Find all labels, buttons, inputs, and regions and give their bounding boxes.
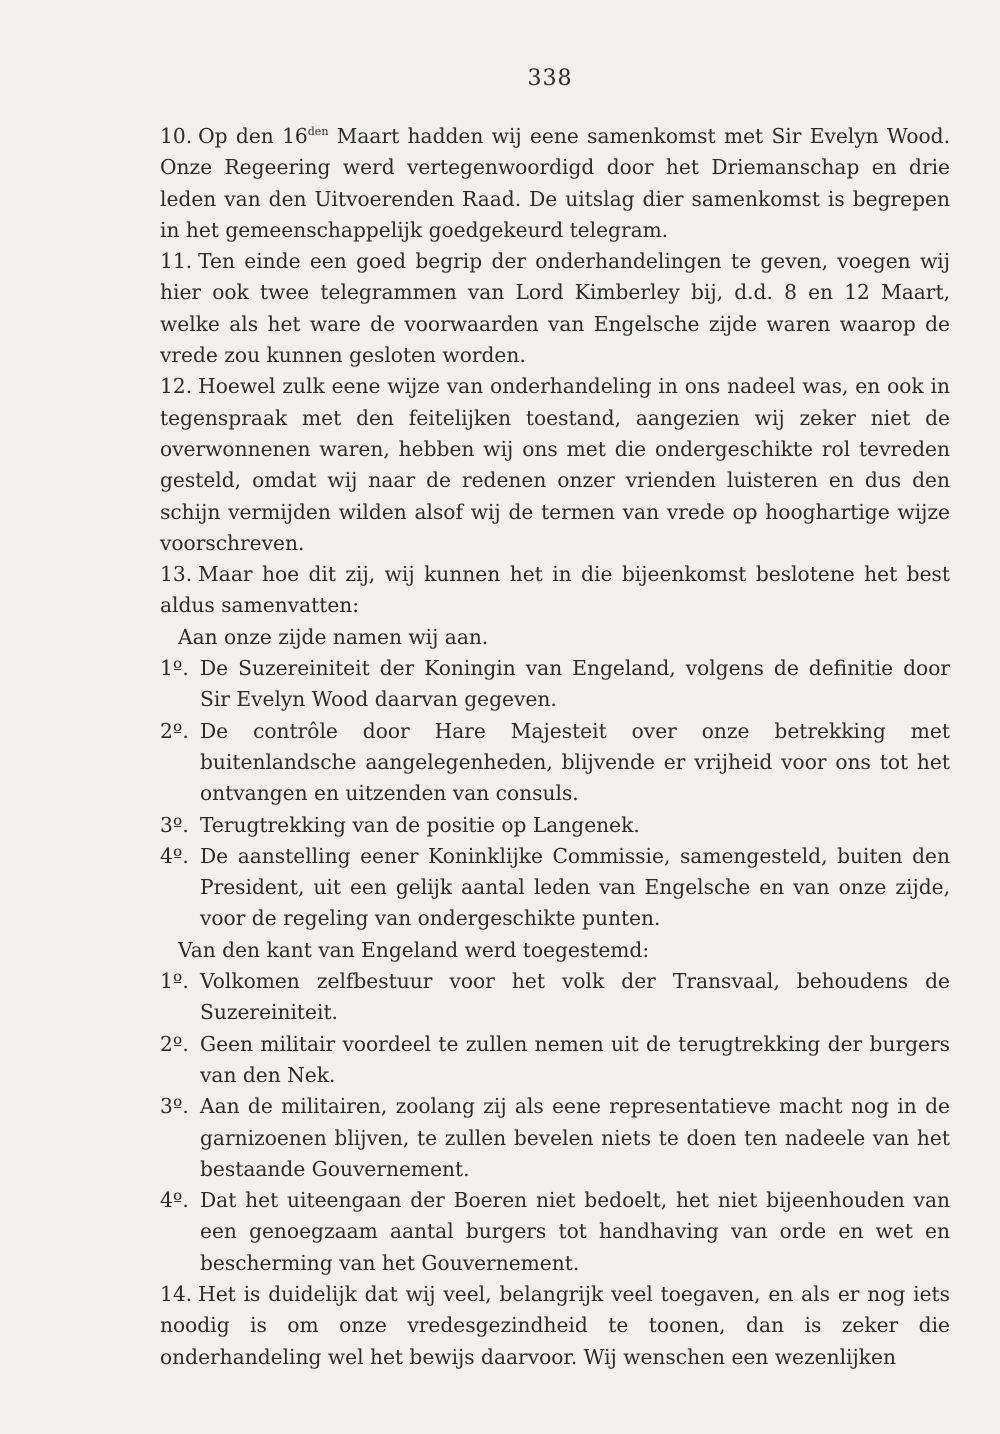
paragraph-text: Maar hoe dit zij, wij kunnen het in die bijeenkomst beslotene het best aldus samenvatten: [160,562,950,618]
item-ordinal: 3º. [160,812,189,837]
body-text [160,116,950,1373]
paragraph-11 [160,246,950,371]
item-text: De aanstelling eener Koninklijke Commissie, samengesteld, buiten den President, uit een gelijk aantal leden van Engelsche en van onze zijde, voor de regeling van ondergeschikte punten. [200,843,950,931]
paragraph-text: Hoewel zulk eene wijze van onderhandeling in ons nadeel was, en ook in tegenspraak met den feitelijken toestand, aangezien wij zeker niet de overwonnenen waren, hebben wij ons met die ondergeschikte rol tevreden gesteld, omdat wij naar de redenen onzer vrienden luisteren en dus den schijn vermijden wilden alsof wij de termen van vrede op hooghartige wijze voorschreven. [160,374,950,555]
item-text: Aan de militairen, zoolang zij als eene representatieve macht nog in de garnizoenen blijven, te zullen bevelen niets te doen ten nadeele van het bestaande Gouvernement. [200,1094,950,1181]
paragraph-text: Op den 16 [198,124,308,148]
paragraph-number: 11. [160,249,193,274]
item-text: Geen militair voordeel te zullen nemen uit de terugtrekking der burgers van den Nek. [200,1031,950,1087]
item-text: De contrôle door Hare Majesteit over onze betrekking met buitenlandsche aangelegenheden, blijvende er vrijheid voor ons tot het ontvangen en uitzenden van consuls. [200,718,950,806]
paragraph-text: Ten einde een goed begrip der onderhandelingen te geven, voegen wij hier ook twee telegrammen van Lord Kimberley bij, d.d. 8 en 12 Maart, welke als het ware de voorwaarden van Engelsche zijde waren waarop de vrede zou kunnen gesloten worden. [160,249,950,368]
our-side-item-1 [160,653,950,716]
item-ordinal: 2º. [160,718,189,743]
england-side-item-1 [160,966,950,1029]
item-ordinal: 1º. [160,656,189,681]
england-side-lead: Van den kant van Engeland werd toegestemd: [178,937,650,962]
item-text: Dat het uiteengaan der Boeren niet bedoelt, het niet bijeenhouden van een genoegzaam aantal burgers tot handhaving van orde en wet en bescherming van het Gouvernement. [200,1188,950,1275]
our-side-lead: Aan onze zijde namen wij aan. [178,624,489,649]
paragraph-text: Het is duidelijk dat wij veel, belangrijk veel toegaven, en als er nog iets noodig is om onze vredesgezindheid te toonen, dan is zeker die onderhandeling wel het bewijs daarvoor. Wij wenschen een wezenlijken [160,1281,950,1369]
england-side-item-2 [160,1029,950,1092]
item-ordinal: 2º. [160,1031,189,1056]
paragraph-number: 10. [160,124,193,148]
our-side-item-3 [160,810,950,841]
item-text: Volkomen zelfbestuur voor het volk der Transvaal, behoudens de Suzereiniteit. [200,969,950,1025]
page-number: 338 [527,66,573,91]
item-text: De Suzereiniteit der Koningin van Engeland, volgens de definitie door Sir Evelyn Wood daarvan gegeven. [200,656,950,712]
england-side-item-3 [160,1091,950,1185]
paragraph-number: 13. [160,562,193,587]
our-side-item-4 [160,841,950,935]
item-ordinal: 4º. [160,1188,189,1213]
paragraph-text: Maart hadden wij eene samenkomst met Sir Evelyn Wood. Onze Regeering werd vertegenwoordigd door het Driemanschap en drie leden van den Uitvoerenden Raad. De uitslag dier samenkomst is begrepen in het gemeenschappelijk goedgekeurd telegram. [160,124,950,242]
paragraph-number: 14. [160,1281,193,1306]
item-ordinal: 4º. [160,843,189,868]
our-side-item-2 [160,716,950,810]
paragraph-14 [160,1279,950,1373]
item-text: Terugtrekking van de positie op Langenek. [200,812,640,837]
england-side-item-4 [160,1185,950,1279]
paragraph-12 [160,371,950,559]
superscript: den [307,125,329,138]
item-ordinal: 1º. [160,969,189,994]
paragraph-10 [160,116,950,246]
item-ordinal: 3º. [160,1094,189,1119]
paragraph-13 [160,559,950,622]
paragraph-number: 12. [160,374,193,399]
